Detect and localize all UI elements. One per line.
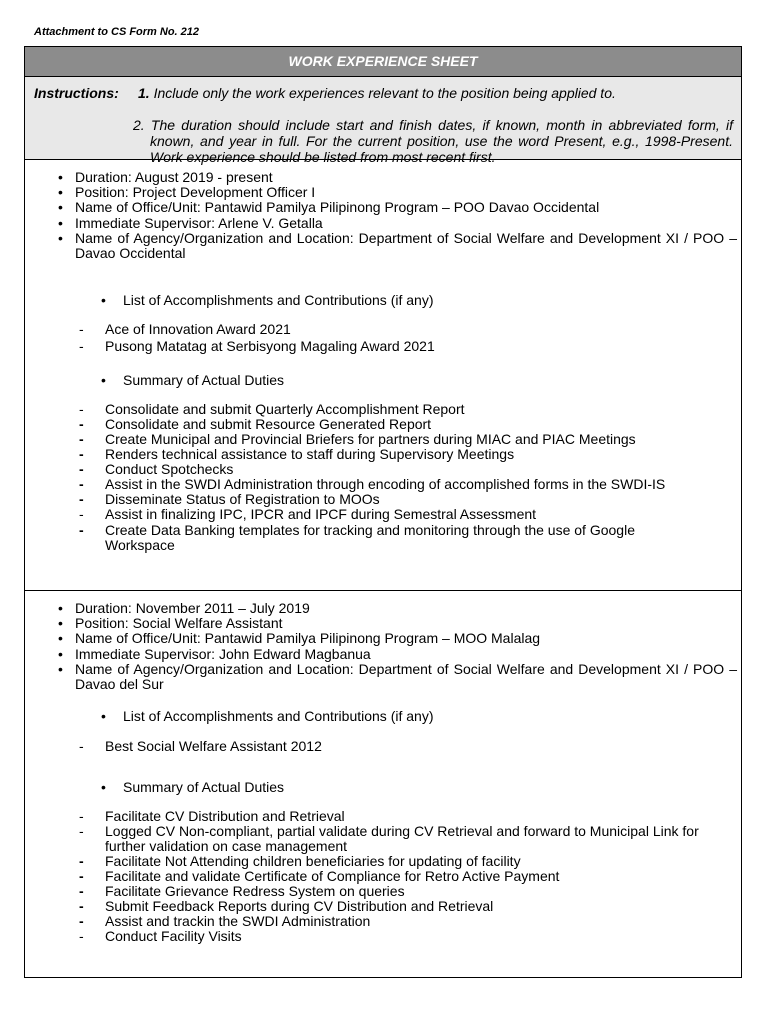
duty-item: - Facilitate Not Attending children beneficiaries for updating of facility: [79, 853, 521, 869]
duty-item: - Assist in finalizing IPC, IPCR and IPCF during Semestral Assessment: [79, 506, 537, 522]
entry-duration: • Duration: August 2019 - present: [75, 170, 737, 185]
entry-agency: • Name of Agency/Organization and Location: Department of Social Welfare and Development XI / POO – Davao del Sur: [75, 662, 737, 692]
duty-item: - Assist and trackin the SWDI Administration: [79, 913, 371, 929]
instruction-1-text: Include only the work experiences relevant to the position being applied to.: [153, 85, 616, 101]
duty-item: - Facilitate and validate Certificate of Compliance for Retro Active Payment: [79, 868, 560, 884]
entry-supervisor: • Immediate Supervisor: Arlene V. Getalla: [75, 216, 737, 231]
duty-item: - Facilitate CV Distribution and Retrieval: [79, 808, 345, 824]
entry-position: • Position: Social Welfare Assistant: [75, 616, 737, 631]
instruction-2: [133, 117, 733, 165]
duty-item: - Facilitate Grievance Redress System on queries: [79, 883, 405, 899]
entry-office: • Name of Office/Unit: Pantawid Pamilya Pilipinong Program – MOO Malalag: [75, 631, 737, 646]
duty-item: - Create Data Banking templates for tracking and monitoring through the use of Google Workspace: [79, 522, 635, 553]
accomplishment-item: - Best Social Welfare Assistant 2012: [79, 738, 322, 754]
duties-heading: • Summary of Actual Duties: [123, 779, 284, 795]
duty-item: - Logged CV Non-compliant, partial validate during CV Retrieval and forward to Municipal Link for further validation on case management: [79, 823, 699, 854]
instruction-2-number: 2.: [133, 117, 145, 133]
duty-item: - Assist in the SWDI Administration through encoding of accomplished forms in the SWDI-IS: [79, 476, 666, 492]
duty-item: - Consolidate and submit Resource Generated Report: [79, 416, 432, 432]
instruction-2-text: The duration should include start and finish dates, if known, month in abbreviated form, if known, and year in full. For the current position, use the word Present, e.g., 1998-Present. Work experience should be listed from most recent first.: [150, 117, 734, 165]
instructions-box: [25, 77, 741, 165]
instruction-1-number: 1.: [138, 85, 150, 101]
entry-duration: • Duration: November 2011 – July 2019: [75, 601, 737, 616]
duty-item: - Create Municipal and Provincial Briefers for partners during MIAC and PIAC Meetings: [79, 431, 636, 447]
duty-item: - Disseminate Status of Registration to MOOs: [79, 491, 380, 507]
attachment-label: Attachment to CS Form No. 212: [34, 26, 200, 38]
sheet-title: WORK EXPERIENCE SHEET: [25, 47, 741, 77]
duty-item: - Conduct Spotchecks: [79, 461, 234, 477]
work-entry-1: [25, 160, 741, 591]
accomplishment-item: - Pusong Matatag at Serbisyong Magaling Award 2021: [79, 338, 435, 354]
entry-position: • Position: Project Development Officer I: [75, 185, 737, 200]
accomplishments-heading: • List of Accomplishments and Contributions (if any): [123, 292, 433, 308]
entry-supervisor: • Immediate Supervisor: John Edward Magbanua: [75, 647, 737, 662]
duty-item: - Renders technical assistance to staff during Supervisory Meetings: [79, 446, 515, 462]
instruction-1: [138, 85, 616, 101]
duty-item: - Conduct Facility Visits: [79, 928, 242, 944]
duty-item: - Consolidate and submit Quarterly Accomplishment Report: [79, 401, 465, 417]
duties-heading: • Summary of Actual Duties: [123, 372, 284, 388]
instructions-label: Instructions:: [34, 85, 119, 101]
duty-item: - Submit Feedback Reports during CV Distribution and Retrieval: [79, 898, 494, 914]
entry-office: • Name of Office/Unit: Pantawid Pamilya Pilipinong Program – POO Davao Occidental: [75, 200, 737, 215]
work-entry-2: [25, 591, 741, 979]
entry-agency: • Name of Agency/Organization and Location: Department of Social Welfare and Development XI / POO – Davao Occidental: [75, 231, 737, 261]
accomplishments-heading: • List of Accomplishments and Contributions (if any): [123, 708, 433, 724]
accomplishment-item: - Ace of Innovation Award 2021: [79, 321, 291, 337]
work-experience-sheet: [24, 46, 742, 978]
